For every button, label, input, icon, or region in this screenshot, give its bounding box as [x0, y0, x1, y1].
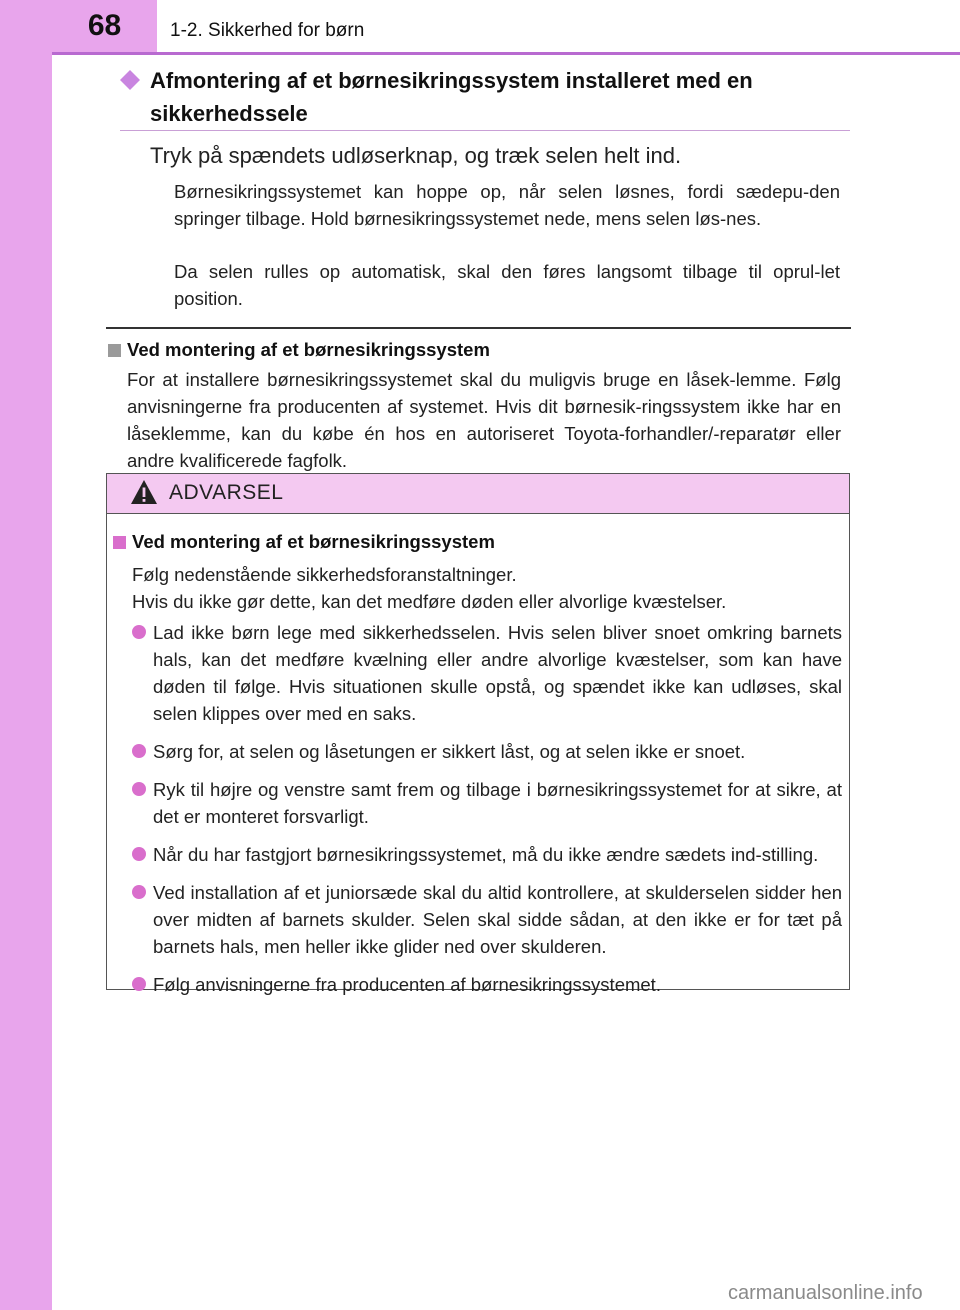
page-number: 68 [52, 0, 157, 52]
bullet-dot-icon [132, 885, 146, 899]
info-section-body: For at installere børnesikringssystemet skal du muligvis bruge en låsek-lemme. Følg anvisningerne fra producenten af systemet. Hvis dit børnesik-ringssystem ikke har en låseklemme, kan du købe én hos en autoriseret Toyota-forhandler/-reparatør eller andre kvalificerede fagfolk. [127, 369, 841, 471]
diamond-icon [120, 70, 140, 90]
sidebar-bar [0, 0, 52, 1310]
warning-box [106, 473, 850, 995]
info-section-title [108, 339, 490, 361]
list-item-text: Ryk til højre og venstre samt frem og tilbage i børnesikringssystemet for at sikre, at det er monteret forsvarligt. [153, 779, 842, 827]
list-item-text: Lad ikke børn lege med sikkerhedsselen. Hvis selen bliver snoet omkring barnets hals, kan det medføre kvælning eller andre alvorlige kvæstelser, som kan have døden til følge. Hvis situationen skulle opstå, og spændet ikke kan udløses, skal selen klippes over med en saks. [153, 622, 842, 724]
section-label: 1-2. Sikkerhed for børn [170, 20, 365, 41]
section-divider [106, 327, 851, 329]
page-heading: Afmontering af et børnesikringssystem installeret med en sikkerhedssele [150, 68, 753, 126]
bullet-dot-icon [132, 847, 146, 861]
header-rule [52, 52, 960, 55]
list-item-text: Når du har fastgjort børnesikringssystemet, må du ikke ændre sædets ind-stilling. [153, 844, 819, 865]
list-item-text: Sørg for, at selen og låsetungen er sikkert låst, og at selen ikke er snoet. [153, 741, 746, 762]
note-paragraph: Børnesikringssystemet kan hoppe op, når selen løsnes, fordi sædepu-den springer tilbage. Hold børnesikringssystemet nede, mens selen løs-nes. [174, 181, 840, 229]
square-bullet-icon [108, 344, 121, 357]
note-paragraph: Da selen rulles op automatisk, skal den føres langsomt tilbage til oprul-let position. [174, 261, 840, 309]
warning-triangle-icon [130, 479, 158, 505]
bullet-dot-icon [132, 782, 146, 796]
list-item [132, 776, 842, 830]
square-bullet-icon [113, 536, 126, 549]
list-item [132, 738, 842, 765]
list-item [132, 879, 842, 960]
list-item [132, 841, 842, 868]
warning-intro [132, 561, 842, 615]
heading-rule [120, 130, 850, 131]
bullet-dot-icon [132, 744, 146, 758]
warning-header [107, 474, 849, 514]
warning-label: ADVARSEL [169, 481, 284, 504]
list-item-text: Ved installation af et juniorsæde skal du altid kontrollere, at skulderselen sidder hen over midten af barnets skulder. Selen skal sidde sådan, at den ikke er for tæt på barnets hals, men heller ikke glider ned over skulderen. [153, 882, 842, 957]
warning-bullet-list [132, 619, 842, 1009]
list-item [132, 619, 842, 727]
instruction-step: Tryk på spændets udløserknap, og træk selen helt ind. [150, 143, 682, 168]
bullet-dot-icon [132, 625, 146, 639]
warning-section-title-text: Ved montering af et børnesikringssystem [132, 531, 495, 552]
warning-section-title [113, 531, 495, 553]
list-item-text: Følg anvisningerne fra producenten af børnesikringssystemet. [153, 974, 661, 995]
info-section-title-text: Ved montering af et børnesikringssystem [127, 339, 490, 360]
warning-intro-line: Følg nedenstående sikkerhedsforanstaltninger. [132, 564, 517, 585]
bullet-dot-icon [132, 977, 146, 991]
list-item [132, 971, 842, 998]
warning-intro-line: Hvis du ikke gør dette, kan det medføre døden eller alvorlige kvæstelser. [132, 591, 727, 612]
watermark: carmanualsonline.info [728, 1282, 923, 1304]
